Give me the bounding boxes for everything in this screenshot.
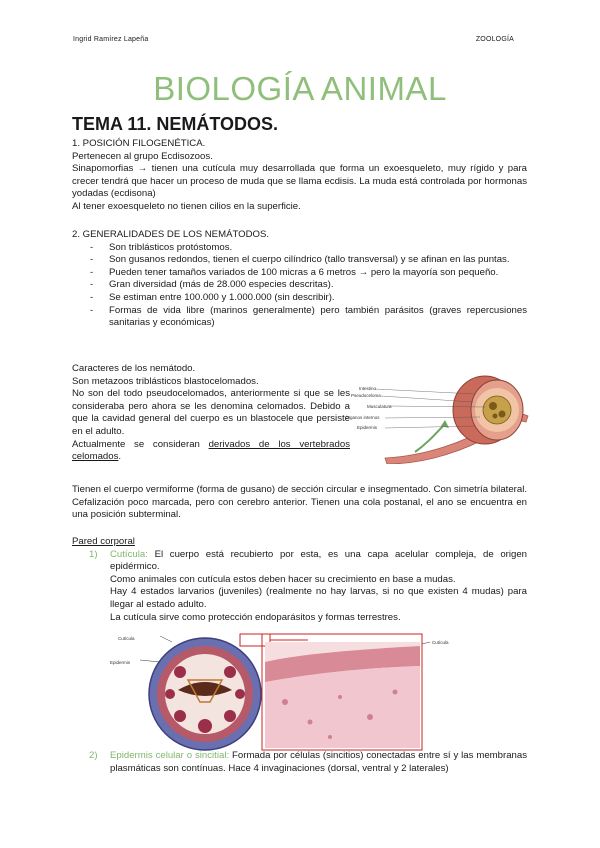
label-pseudoceloma: Pseudoceloma (351, 393, 381, 398)
label-epidermis-2: Epidermis (110, 660, 131, 665)
list-item: 1) Cutícula: El cuerpo está recubierto por esta, es una capa acelular compleja, de origen epidérmico. Como animales con cutícula estos deben hacer su crecimiento en base a mudas. Hay 4 estados larvarios (juveniles) (realmente no hay larvas, si no que existen 4 mudas) para llegar al estado adulto. La cutícula sirve como protección endoparásitos y formas terrestres. (89, 548, 527, 623)
body-wall-section (72, 536, 527, 624)
list-item: - Gran diversidad (más de 28.000 especies descritas). (72, 279, 527, 292)
list-item: - Son triblásticos protóstomos. (72, 242, 527, 255)
label-cuticula: Cutícula (118, 636, 135, 641)
underlined-phrase: derivados de los vertebrados celomados (72, 438, 350, 463)
section-general (72, 229, 527, 330)
list-item: 2) Epidermis celular o sincitial: Formada por células (sincitios) conectadas entre sí y las membranas plasmáticas son contínuas. Hace 4 invaginaciones (dorsal, ventral y 2 laterales) (89, 750, 528, 774)
section1-p1: Pertenecen al grupo Ecdisozoos. (72, 150, 213, 162)
label-epidermis: Epidermis (357, 425, 378, 430)
body-wall-heading: Pared corporal (72, 536, 135, 547)
body-wall-list (72, 549, 527, 625)
section1-p2: Sinapomorfias → tienen una cutícula muy desarrollada que forma un exoesqueleto, muy rígido y para crecer tendrá que hacer un proceso de muda que se llama ecdisis. La muda está controlada por hormonas yodadas (ecdisona) (72, 163, 527, 200)
body-paragraph: Tienen el cuerpo vermiforme (forma de gusano) de sección circular e insegmentado. Con simetría bilateral. Cefalización poco marcada, pero con cerebro anterior. Tienen una cola postanal, el ano se encuentra en una posición subterminal. (72, 484, 527, 521)
epidermis-item (72, 750, 527, 775)
nematode-body-figure (345, 372, 530, 464)
page-title: BIOLOGÍA ANIMAL (153, 70, 447, 107)
label-musculatura: Musculatura (367, 404, 392, 409)
characters-block (72, 363, 350, 464)
section-phylogenetic (72, 138, 527, 214)
list-item: - Pueden tener tamaños variados de 100 micras a 6 metros → pero la mayoría son pequeño. (72, 267, 527, 280)
term-cuticula: Cutícula: (110, 548, 148, 560)
section1-heading: 1. POSICIÓN FILOGENÉTICA. (72, 138, 206, 149)
characters-title: Caracteres de los nemátodo. (72, 363, 196, 374)
label-intestino: Intestino (359, 386, 377, 391)
cross-section-figure (100, 632, 520, 754)
characters-line: No son del todo pseudocelomados, anteriormente si que se les consideraba pero ahora se les denomina celomados. Debido a que la cavidad general del cuerpo es un blastocele que persiste en el adulto. (72, 388, 350, 437)
characters-line: Actualmente se consideran derivados de los vertebrados celomados. (72, 438, 350, 463)
list-item: - Son gusanos redondos, tienen el cuerpo cilíndrico (tallo transversal) y se afinan en las puntas. (72, 254, 527, 267)
header-author: Ingrid Ramírez Lapeña (73, 36, 149, 43)
label-cuticula-2: Cutícula (432, 640, 449, 645)
section2-heading: 2. GENERALIDADES DE LOS NEMÁTODOS. (72, 229, 270, 240)
list-item: - Formas de vida libre (marinos generalmente) pero también parásitos (graves repercusiones sanitarias y económicas) (72, 305, 527, 330)
term-epidermis: Epidermis celular o sincitial: (110, 750, 230, 761)
section1-p3: Al tener exoesqueleto no tienen cilios en la superficie. (72, 200, 301, 212)
header-subject: ZOOLOGÍA (475, 36, 514, 43)
characters-line: Son metazoos triblásticos blastocelomados. (72, 375, 259, 387)
list-item: - Se estiman entre 100.000 y 1.000.000 (sin describir). (72, 292, 527, 305)
label-organos: Órganos internos (345, 415, 380, 420)
general-list (72, 242, 527, 330)
topic-heading: TEMA 11. NEMÁTODOS. (72, 114, 279, 134)
